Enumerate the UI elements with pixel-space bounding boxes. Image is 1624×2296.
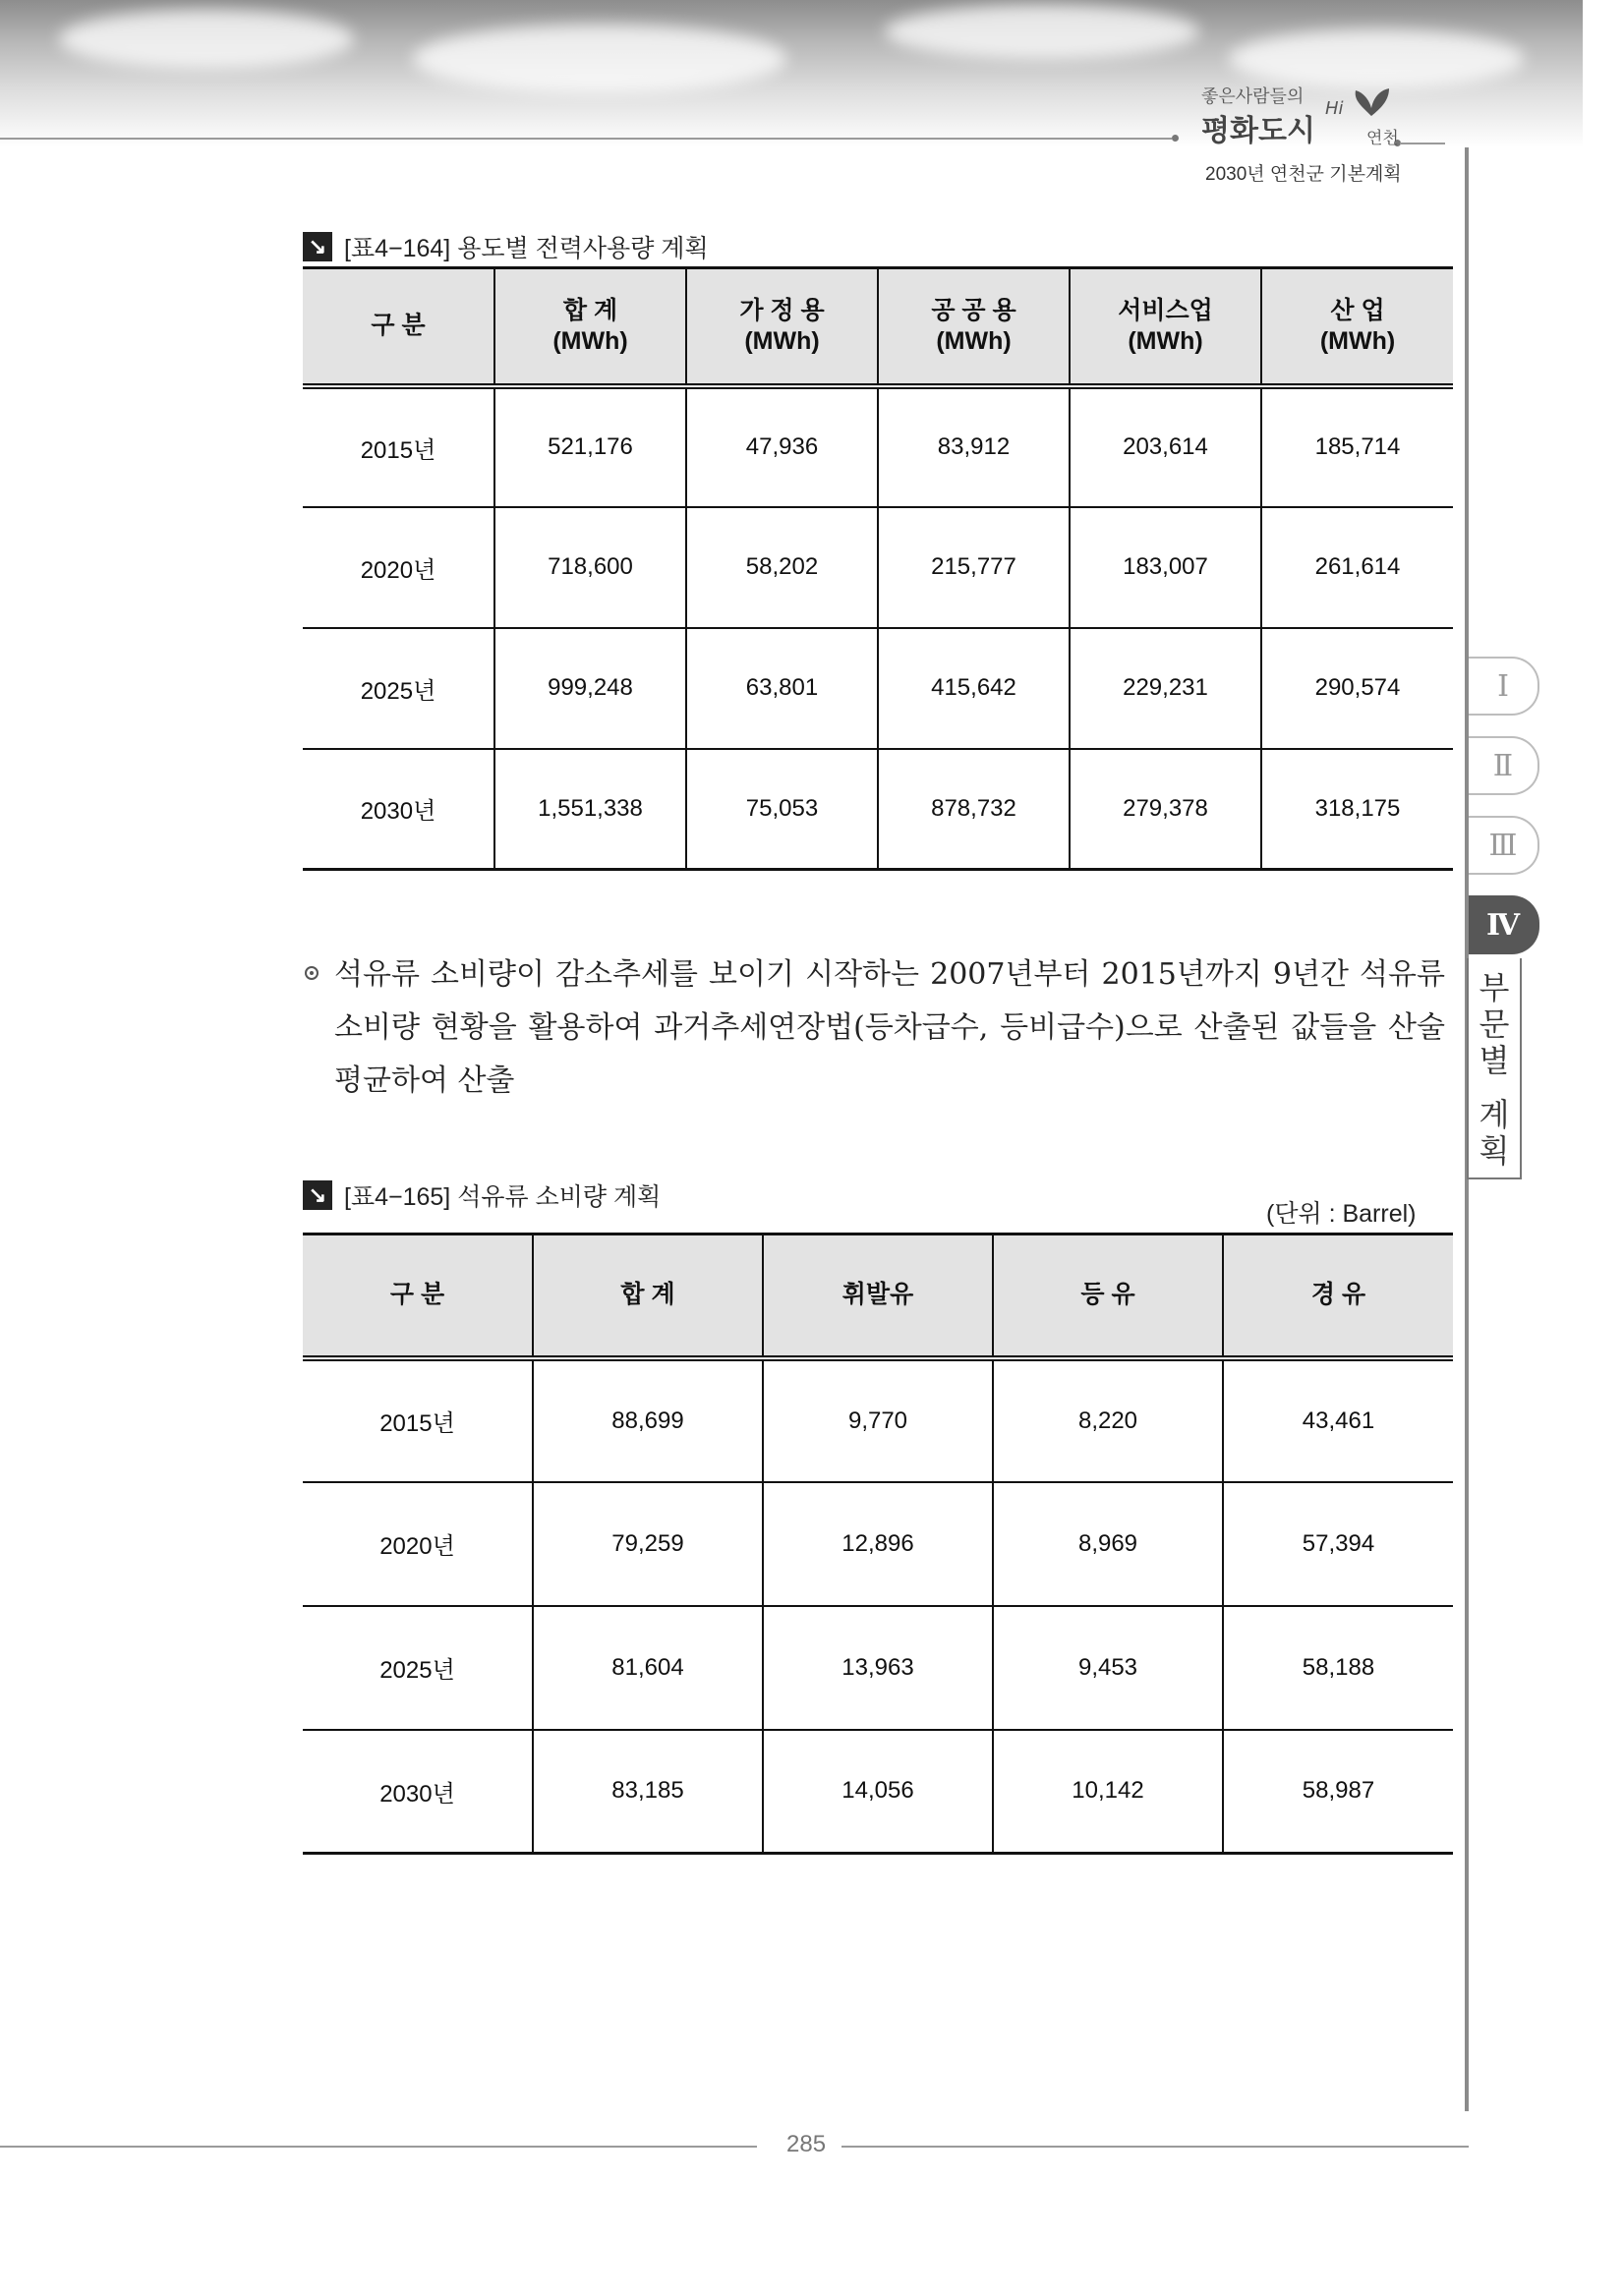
table1-header-industry: 산 업 (MWh): [1261, 268, 1453, 386]
table-cell: 2025년: [303, 1606, 533, 1730]
logo-line2: 평화도시: [1201, 114, 1315, 148]
table-cell: 8,969: [993, 1482, 1223, 1606]
table1-header-category: 구 분: [303, 268, 494, 386]
table-row: [303, 749, 1453, 870]
arrow-down-right-icon: ↘: [303, 232, 332, 261]
table-cell: 185,714: [1261, 386, 1453, 507]
table-cell: 83,185: [533, 1730, 763, 1854]
tab-chapter-4[interactable]: Ⅳ: [1469, 895, 1539, 954]
table1-header-total: 합 계 (MWh): [494, 268, 686, 386]
table-cell: 2015년: [303, 1358, 533, 1482]
table-cell: 279,378: [1070, 749, 1261, 870]
table-cell: 718,600: [494, 507, 686, 628]
table-cell: 229,231: [1070, 628, 1261, 749]
logo-hi: Hi: [1325, 98, 1344, 119]
table-row: [303, 1358, 1453, 1482]
table-cell: 9,770: [763, 1358, 993, 1482]
tab-chapter-1[interactable]: Ⅰ: [1469, 657, 1539, 716]
table-cell: 58,987: [1223, 1730, 1453, 1854]
table-cell: 58,188: [1223, 1606, 1453, 1730]
table-cell: 63,801: [686, 628, 878, 749]
table-cell: 43,461: [1223, 1358, 1453, 1482]
table-row: [303, 1482, 1453, 1606]
paragraph-text: 석유류 소비량이 감소추세를 보이기 시작하는 2007년부터 2015년까지 9년간 석유류 소비량 현황을 활용하여 과거추세연장법(등차급수, 등비급수)으로 산출된 값들을 산술평균하여 산출: [334, 957, 1445, 1098]
table-cell: 415,642: [878, 628, 1070, 749]
table2-caption: [303, 1177, 661, 1213]
table1-caption: [303, 229, 709, 264]
arrow-down-right-icon: ↘: [303, 1180, 332, 1210]
table-row: [303, 628, 1453, 749]
table1-header-household: 가 정 용 (MWh): [686, 268, 878, 386]
table-cell: 75,053: [686, 749, 878, 870]
document-subtitle: 2030년 연천군 기본계획: [1205, 164, 1402, 185]
table-cell: 2030년: [303, 749, 494, 870]
table-cell: 14,056: [763, 1730, 993, 1854]
table-cell: 203,614: [1070, 386, 1261, 507]
table-cell: 58,202: [686, 507, 878, 628]
petroleum-consumption-table: [303, 1233, 1453, 1855]
table-row: [303, 507, 1453, 628]
table1-caption-text: [표4−164] 용도별 전력사용량 계획: [344, 235, 709, 262]
table-cell: 878,732: [878, 749, 1070, 870]
table-row: [303, 1730, 1453, 1854]
table-cell: 2015년: [303, 386, 494, 507]
table-cell: 81,604: [533, 1606, 763, 1730]
table-cell: 183,007: [1070, 507, 1261, 628]
header-rule: [1400, 143, 1445, 144]
table-cell: 2020년: [303, 1482, 533, 1606]
table-cell: 47,936: [686, 386, 878, 507]
table-cell: 1,551,338: [494, 749, 686, 870]
table-cell: 2030년: [303, 1730, 533, 1854]
bullet-icon: [305, 966, 319, 980]
table2-unit: (단위 : Barrel): [1266, 1200, 1417, 1228]
footer-rule: [841, 2146, 1469, 2148]
table-cell: 88,699: [533, 1358, 763, 1482]
table2-header-kerosene: 등 유: [993, 1234, 1223, 1358]
chapter-label-char: 별: [1479, 1042, 1510, 1079]
table-row: [303, 1606, 1453, 1730]
table1-header-public: 공 공 용 (MWh): [878, 268, 1070, 386]
table-cell: 13,963: [763, 1606, 993, 1730]
tab-chapter-3[interactable]: Ⅲ: [1469, 816, 1539, 875]
table1-header-service: 서비스업 (MWh): [1070, 268, 1261, 386]
footer-rule: [0, 2146, 757, 2148]
city-logo: [1189, 79, 1406, 147]
header-dot: [1172, 135, 1179, 142]
table2-header-gasoline: 휘발유: [763, 1234, 993, 1358]
table2-caption-text: [표4−165] 석유류 소비량 계획: [344, 1183, 662, 1211]
table-cell: 79,259: [533, 1482, 763, 1606]
table-row: [303, 386, 1453, 507]
chapter-label-char: 계: [1479, 1096, 1510, 1133]
logo-city: 연천: [1366, 129, 1399, 148]
table-cell: 215,777: [878, 507, 1070, 628]
chapter-label-char: 획: [1479, 1132, 1510, 1170]
table-cell: 2020년: [303, 507, 494, 628]
table-cell: 83,912: [878, 386, 1070, 507]
table-cell: 290,574: [1261, 628, 1453, 749]
header-rule: [0, 138, 1172, 140]
table-cell: 999,248: [494, 628, 686, 749]
power-usage-table: [303, 266, 1453, 871]
table-cell: 2025년: [303, 628, 494, 749]
table-cell: 8,220: [993, 1358, 1223, 1482]
logo-line1: 좋은사람들의: [1201, 86, 1305, 107]
table2-header-total: 합 계: [533, 1234, 763, 1358]
table2-header-diesel: 경 유: [1223, 1234, 1453, 1358]
table-cell: 57,394: [1223, 1482, 1453, 1606]
tab-chapter-2[interactable]: Ⅱ: [1469, 736, 1539, 795]
chapter-label-char: 부: [1479, 969, 1510, 1006]
butterfly-icon: [1352, 86, 1391, 120]
chapter-label-char: 문: [1479, 1005, 1510, 1043]
table-cell: 9,453: [993, 1606, 1223, 1730]
table-cell: 521,176: [494, 386, 686, 507]
chapter-label: [1467, 958, 1522, 1179]
page-number: 285: [786, 2131, 827, 2157]
table-cell: 261,614: [1261, 507, 1453, 628]
table-cell: 10,142: [993, 1730, 1223, 1854]
table2-header-category: 구 분: [303, 1234, 533, 1358]
table-cell: 318,175: [1261, 749, 1453, 870]
bullet-paragraph: [305, 948, 1445, 1108]
table-cell: 12,896: [763, 1482, 993, 1606]
